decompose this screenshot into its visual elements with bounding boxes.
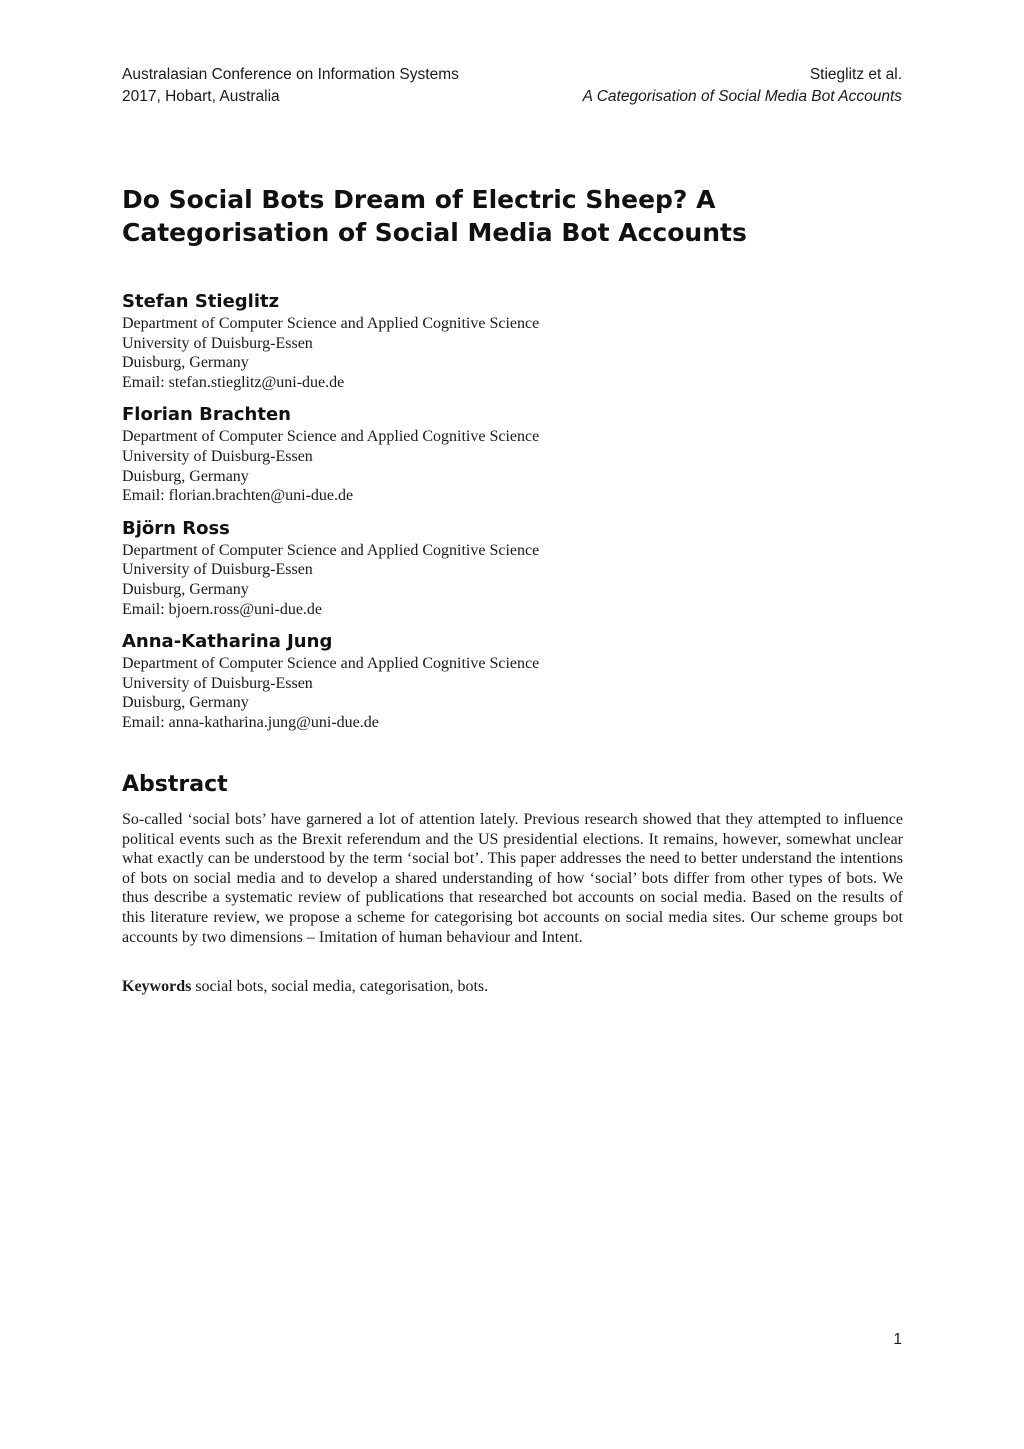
keywords-line [122,977,903,997]
author-location: Duisburg, Germany [122,694,249,712]
author-university: University of Duisburg-Essen [122,674,313,692]
author-name: Anna-Katharina Jung [122,631,333,653]
keywords-label: Keywords [122,978,192,995]
author-department: Department of Computer Science and Applied Cognitive Science [122,428,540,446]
author-email: Email: florian.brachten@uni-due.de [122,487,354,505]
header-authors-short: Stieglitz et al. [809,66,902,83]
author-block [122,517,902,619]
author-email: Email: anna-katharina.jung@uni-due.de [122,713,379,731]
keywords-text: social bots, social media, categorisation, bots. [191,978,489,995]
author-location: Duisburg, Germany [122,467,249,485]
author-location: Duisburg, Germany [122,580,249,598]
header-short-title: A Categorisation of Social Media Bot Accounts [582,88,902,105]
author-department: Department of Computer Science and Applied Cognitive Science [122,315,540,332]
header-conference-name: Australasian Conference on Information Systems [122,66,459,83]
author-name: Björn Ross [122,517,230,539]
author-list [122,290,902,744]
author-university: University of Duisburg-Essen [122,447,313,465]
author-department: Department of Computer Science and Applied Cognitive Science [122,541,540,559]
author-university: University of Duisburg-Essen [122,561,313,579]
author-university: University of Duisburg-Essen [122,334,313,352]
page-number: 1 [893,1331,902,1348]
header-paper-info [583,64,902,108]
abstract-text: So-called ‘social bots’ have garnered a lot of attention lately. Previous research showed that they attempted to influence political events such as the Brexit referendum and the US presidential elections. It remains, however, somewhat unclear what exactly can be understood by the term ‘social bot’. This paper addresses the need to better understand the intentions of bots on social media and to develop a shared understanding of how ‘social’ bots differ from other types of bots. We thus describe a systematic review of publications that researched bot accounts on social media. Based on the results of this literature review, we propose a scheme for categorising bot accounts on social media sites. Our scheme groups bot accounts by two dimensions – Imitation of human behaviour and Intent. [122,811,903,946]
header-conference-venue: 2017, Hobart, Australia [122,88,280,105]
author-name: Florian Brachten [122,404,291,426]
header-conference [122,64,459,108]
author-email: Email: bjoern.ross@uni-due.de [122,600,323,618]
author-department: Department of Computer Science and Applied Cognitive Science [122,655,540,673]
author-location: Duisburg, Germany [122,354,249,372]
author-block [122,630,902,732]
author-name: Stefan Stieglitz [122,291,280,312]
author-email: Email: stefan.stieglitz@uni-due.de [122,373,345,391]
author-block [122,290,902,392]
paper-title: Do Social Bots Dream of Electric Sheep? A Categorisation of Social Media Bot Accounts [122,185,747,247]
author-block [122,403,902,505]
abstract-heading: Abstract [122,772,228,797]
